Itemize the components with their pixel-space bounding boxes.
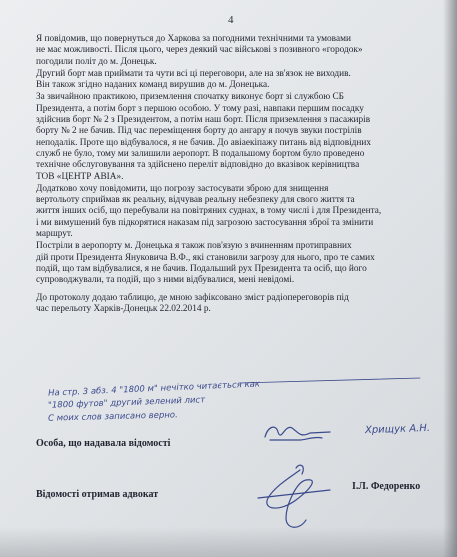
handwritten-note-line: "1800 футов" другий зелений лист bbox=[47, 395, 206, 411]
note-underline bbox=[240, 378, 420, 383]
text-line: здійснив борт № 2 з Президентом, а потім наш борт. Після приземлення з пасажирів bbox=[36, 115, 371, 126]
text-line: неподалік. Проте що відбувалося, я не бачив. До авіаекіпажу питань від відповідних bbox=[36, 137, 372, 148]
text-line: борту № 2 не бачив. Під час переміщення борту до ангару я почув звуки пострілів bbox=[36, 126, 362, 137]
text-line: Я повідомив, що повернуться до Харкова за погодними технічними та умовами bbox=[36, 34, 351, 44]
recipient-signature-stroke bbox=[267, 470, 313, 527]
informant-name-handwritten: Хрищук А.Н. bbox=[364, 422, 431, 437]
page-number: 4 bbox=[228, 14, 234, 26]
text-line: і ми вимушений був підкорятися наказам під загрозою застосування зброї та змінити bbox=[36, 217, 374, 228]
text-line: вертольоту сприймав як реальну, відчував реальну небезпеку для свого життя та bbox=[36, 195, 355, 206]
text-line: маршрут. bbox=[36, 229, 73, 240]
text-line: До протоколу додаю таблицю, де мною зафіксовано зміст радіопереговорів під bbox=[36, 292, 349, 303]
handwritten-note-line: С моих слов записано верно. bbox=[47, 410, 178, 424]
text-line: подій, що там відбувалися, я не бачив. Подальший рух Президента та осіб, що його bbox=[36, 263, 367, 274]
text-line: не має можливості. Після цього, через деякий час військові з позивного «городок» bbox=[36, 45, 363, 56]
handwritten-note-line: На стр. 3 абз. 4 "1800 м" нечітко читається как bbox=[47, 379, 261, 399]
text-line: За звичайною практикою, приземлення спочатку виконує борт зі службою СБ bbox=[36, 92, 345, 103]
recipient-name: І.Л. Федоренко bbox=[352, 481, 421, 492]
text-line: служб не було, тому ми залишили аеропорт. В подальшому бортом було проведено bbox=[36, 148, 365, 159]
informant-label: Особа, що надавала відомості bbox=[36, 438, 171, 449]
text-line: погодили політ до м. Донецьк. bbox=[36, 56, 157, 67]
informant-signature-stroke bbox=[265, 427, 330, 437]
text-line: час перельоту Харків-Донецьк 22.02.2014 р. bbox=[36, 303, 211, 314]
recipient-label: Відомості отримав адвокат bbox=[36, 489, 159, 500]
text-line: Другий борт мав приймати та чути всі ці переговори, але на зв'язок не виходив. bbox=[36, 68, 351, 79]
text-line: супроводжували, та подій, що з ними відбувалися, мені невідомі. bbox=[36, 275, 295, 286]
text-line: Додатково хочу повідомити, що погрозу застосувати зброю для знищення bbox=[36, 183, 329, 194]
text-line: ТОВ «ЦЕНТР АВІА». bbox=[36, 171, 124, 182]
text-line: дій проти Президента Януковича В.Ф., які становили загрозу для нього, про те самих bbox=[36, 252, 375, 263]
text-line: Президента, а потім борт з першою особою. У тому разі, навпаки першим посадку bbox=[36, 103, 364, 114]
text-line: життя інших осіб, що перебували на повітряних суднах, в тому числі і для Президента, bbox=[36, 206, 382, 217]
informant-signature-stroke bbox=[270, 437, 322, 440]
text-line: Він також згідно наданих команд вирушив до м. Донецька. bbox=[36, 80, 270, 91]
text-line: технічне обслуговування та здійснено переліт відповідно до вказівок керівництва bbox=[36, 160, 360, 171]
text-line: Постріли в аеропорту м. Донецька я також пов'язую з вчиненням протиправних bbox=[36, 241, 352, 252]
